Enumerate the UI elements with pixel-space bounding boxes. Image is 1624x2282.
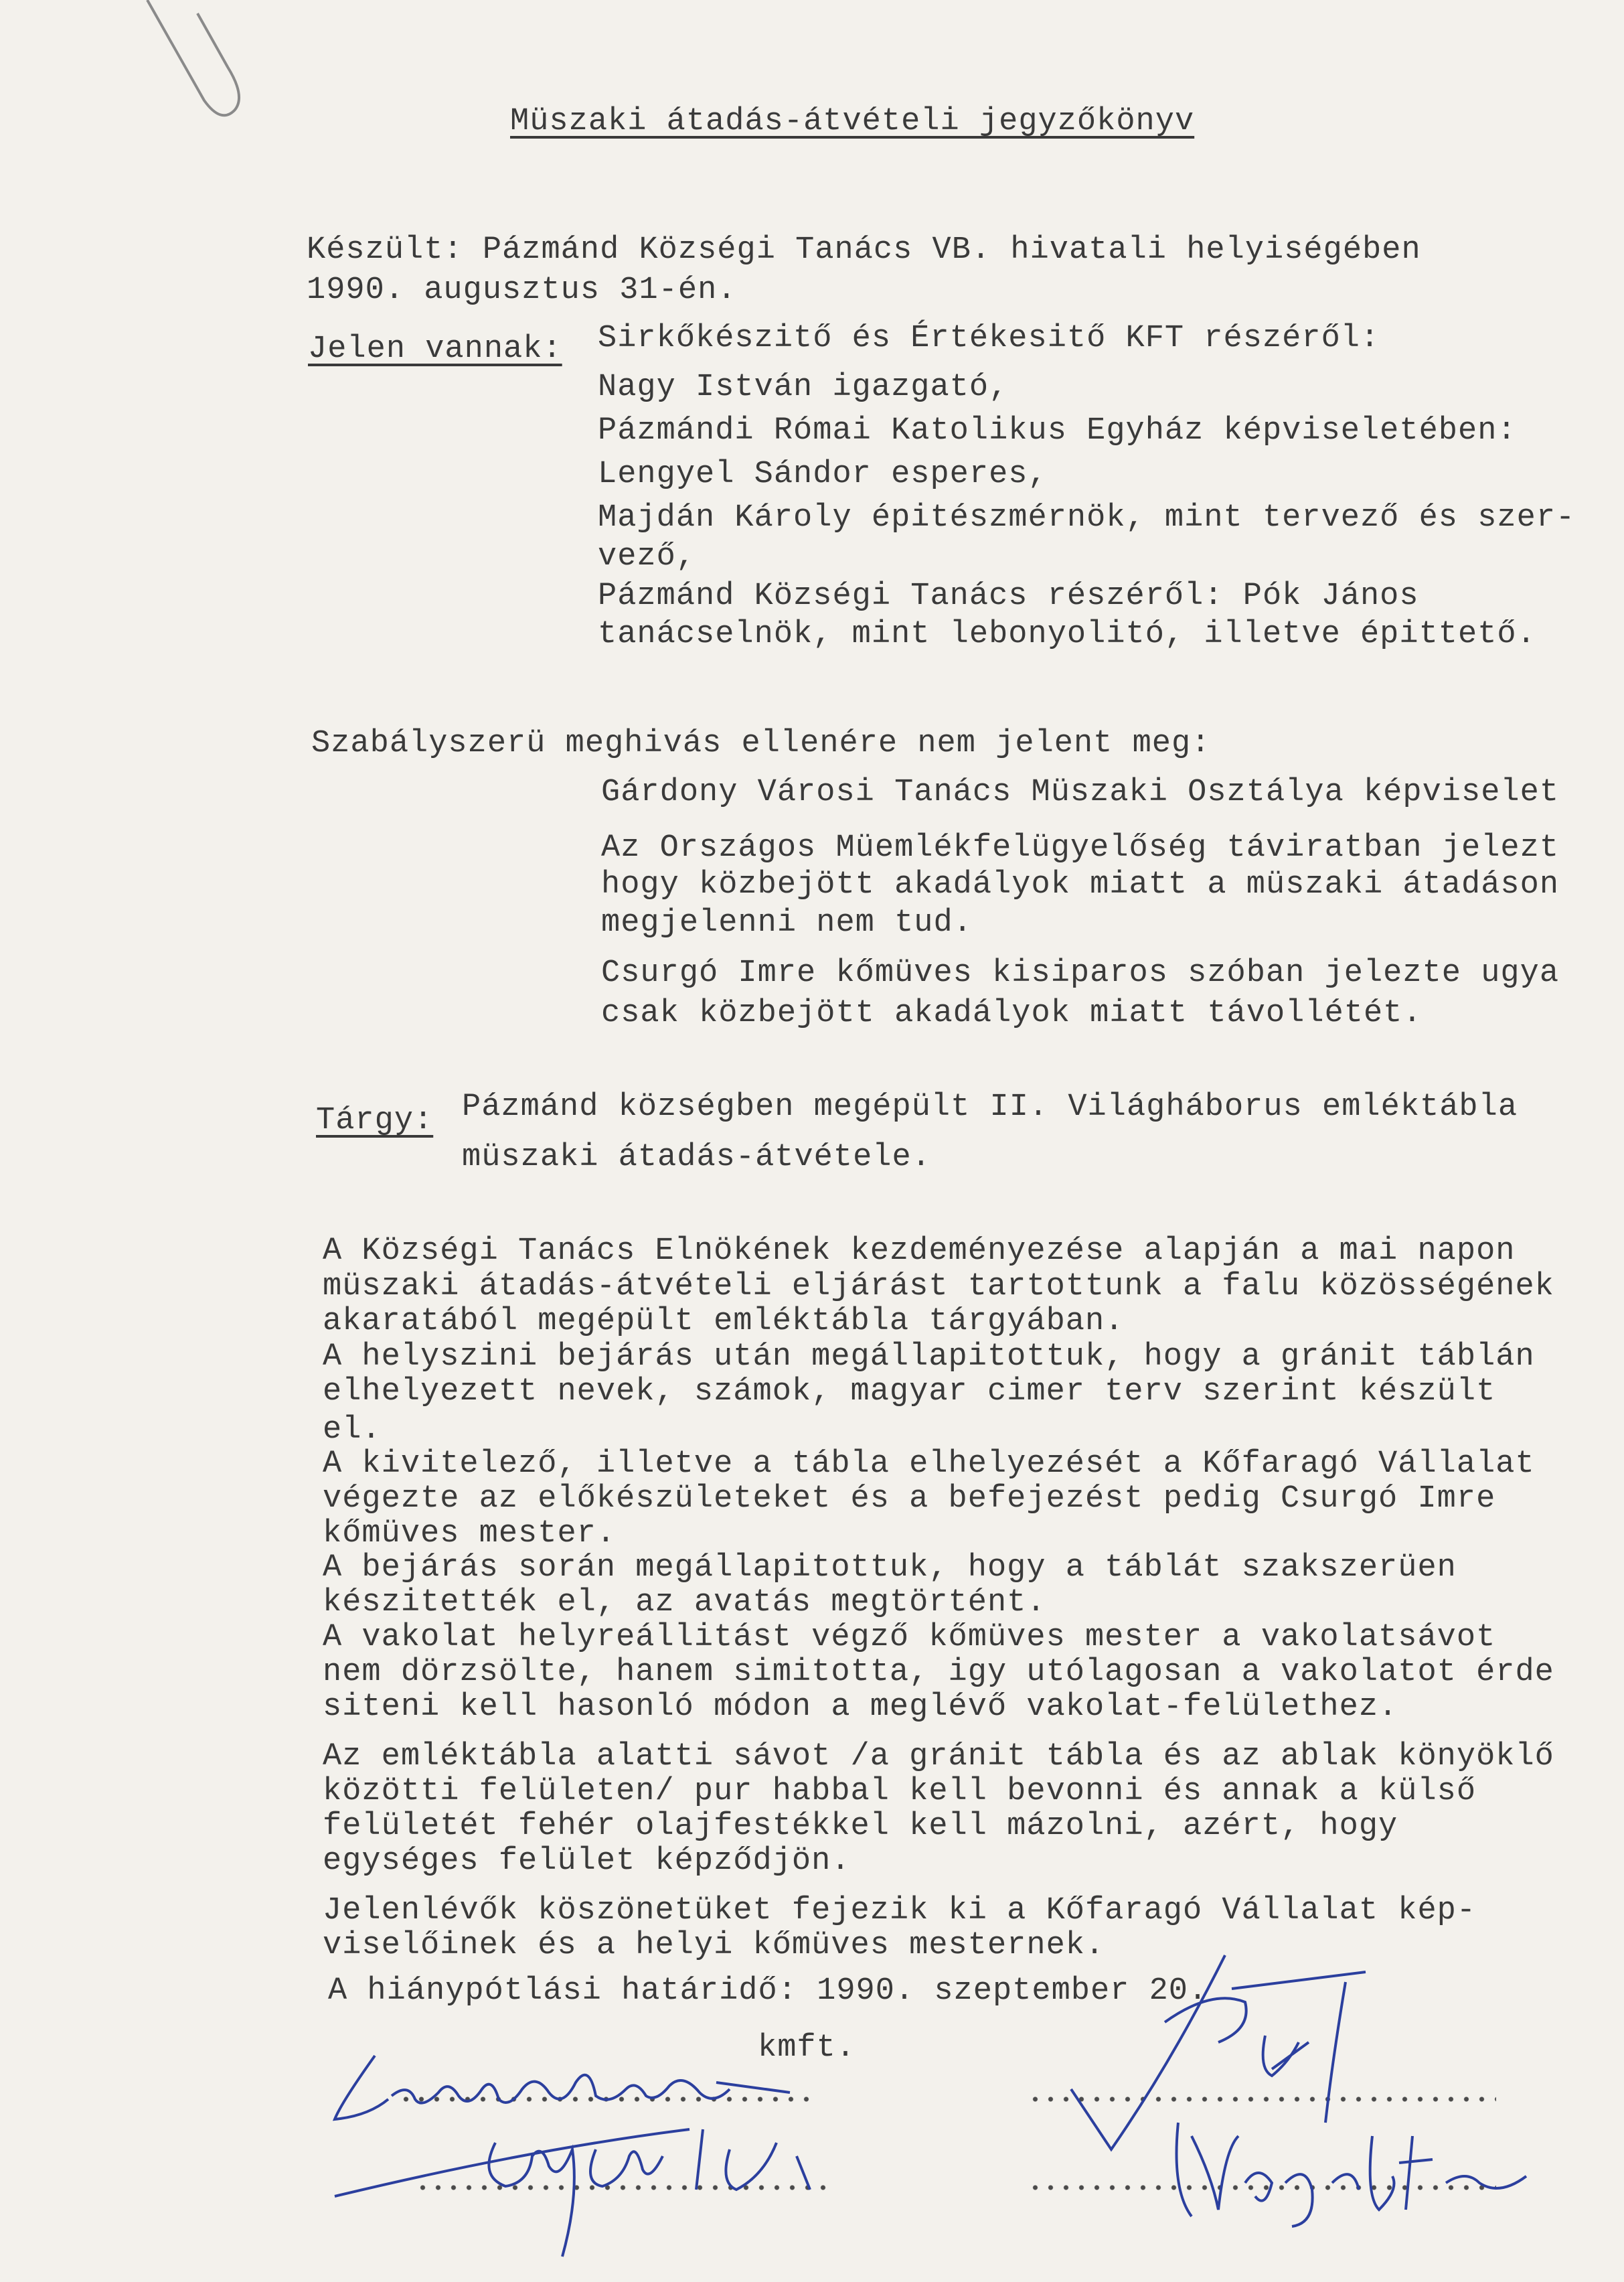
present-line-4: Lengyel Sándor esperes, bbox=[598, 457, 1048, 492]
body-line: végezte az előkészületeket és a befejezést pedig Csurgó Imre bbox=[323, 1481, 1496, 1517]
absent-line-6: csak közbejött akadályok miatt távollétét. bbox=[601, 996, 1423, 1031]
signature-nagy bbox=[1165, 2109, 1540, 2230]
absent-line-5: Csurgó Imre kőmüves kisiparos szóban jelezte ugya bbox=[601, 956, 1560, 991]
present-line-8: tanácselnök, mint lebonyolitó, illetve épittető. bbox=[598, 617, 1536, 652]
body-line: közötti felületen/ pur habbal kell bevonni és annak a külső bbox=[323, 1774, 1477, 1809]
absent-line-4: megjelenni nem tud. bbox=[601, 905, 973, 941]
deadline-line: A hiánypótlási határidő: 1990. szeptember 20. bbox=[328, 1973, 1208, 2009]
body-line: A helyszini bejárás után megállapitottuk, hogy a gránit táblán bbox=[323, 1339, 1535, 1375]
body-line: viselőinek és a helyi kőmüves mesternek. bbox=[323, 1928, 1105, 1963]
body-line: készitették el, az avatás megtörtént. bbox=[323, 1585, 1046, 1620]
present-line-2: Nagy István igazgató, bbox=[598, 370, 1009, 405]
body-line: felületét fehér olajfestékkel kell mázolni, azért, hogy bbox=[323, 1809, 1398, 1844]
body-line: A vakolat helyreállitást végző kőmüves mester a vakolatsávot bbox=[323, 1620, 1496, 1655]
absent-line-3: hogy közbejött akadályok miatt a müszaki átadáson bbox=[601, 867, 1560, 903]
subject-line-2: müszaki átadás-átvétele. bbox=[462, 1140, 931, 1175]
body-line: müszaki átadás-átvételi eljárást tartottunk a falu közösségének bbox=[323, 1269, 1554, 1304]
absent-intro: Szabályszerü meghivás ellenére nem jelent meg: bbox=[311, 726, 1211, 761]
present-line-7: Pázmánd Községi Tanács részéről: Pók János bbox=[598, 579, 1419, 614]
present-label: Jelen vannak: bbox=[308, 331, 562, 367]
body-line: A bejárás során megállapitottuk, hogy a táblát szakszerüen bbox=[323, 1550, 1457, 1586]
body-line: egységes felület képződjön. bbox=[323, 1843, 851, 1879]
subject-label: Tárgy: bbox=[316, 1103, 434, 1138]
body-line: siteni kell hasonló módon a meglévő vakolat-felülethez. bbox=[323, 1689, 1398, 1725]
body-line: kőmüves mester. bbox=[323, 1516, 617, 1551]
subject-line-1: Pázmánd községben megépült II. Világháborus emléktábla bbox=[462, 1089, 1518, 1125]
body-line: akaratából megépült emléktábla tárgyában. bbox=[323, 1304, 1125, 1339]
body-line: Az emléktábla alatti sávot /a gránit tábla és az ablak könyöklő bbox=[323, 1739, 1554, 1774]
paper-clip-mark bbox=[134, 0, 254, 127]
body-line: Jelenlévők köszönetüket fejezik ki a Kőfaragó Vállalat kép- bbox=[323, 1893, 1477, 1928]
present-line-5: Majdán Károly épitészmérnök, mint tervező és szer- bbox=[598, 500, 1576, 536]
absent-line-1: Gárdony Városi Tanács Müszaki Osztálya képviselet bbox=[601, 775, 1560, 810]
present-line-1: Sirkőkészitő és Értékesitő KFT részéről: bbox=[598, 321, 1380, 356]
signature-majdan bbox=[328, 2103, 877, 2263]
body-line: el. bbox=[323, 1412, 382, 1448]
document-title: Müszaki átadás-átvételi jegyzőkönyv bbox=[510, 104, 1195, 139]
present-line-3: Pázmándi Római Katolikus Egyház képviseletében: bbox=[598, 413, 1517, 449]
header-line-1: Készült: Pázmánd Községi Tanács VB. hivatali helyiségében bbox=[307, 232, 1421, 268]
closing-mark: kmft. bbox=[758, 2030, 856, 2066]
header-line-2: 1990. augusztus 31-én. bbox=[307, 273, 737, 308]
present-line-6: vező, bbox=[598, 539, 696, 575]
body-line: A kivitelező, illetve a tábla elhelyezését a Kőfaragó Vállalat bbox=[323, 1446, 1535, 1482]
body-line: A Községi Tanács Elnökének kezdeményezése alapján a mai napon bbox=[323, 1233, 1516, 1269]
absent-line-2: Az Országos Müemlékfelügyelőség táviratban jelezt bbox=[601, 830, 1560, 866]
body-line: elhelyezett nevek, számok, magyar cimer terv szerint készült bbox=[323, 1374, 1496, 1410]
body-line: nem dörzsölte, hanem simitotta, igy utólagosan a vakolatot érde bbox=[323, 1655, 1554, 1690]
